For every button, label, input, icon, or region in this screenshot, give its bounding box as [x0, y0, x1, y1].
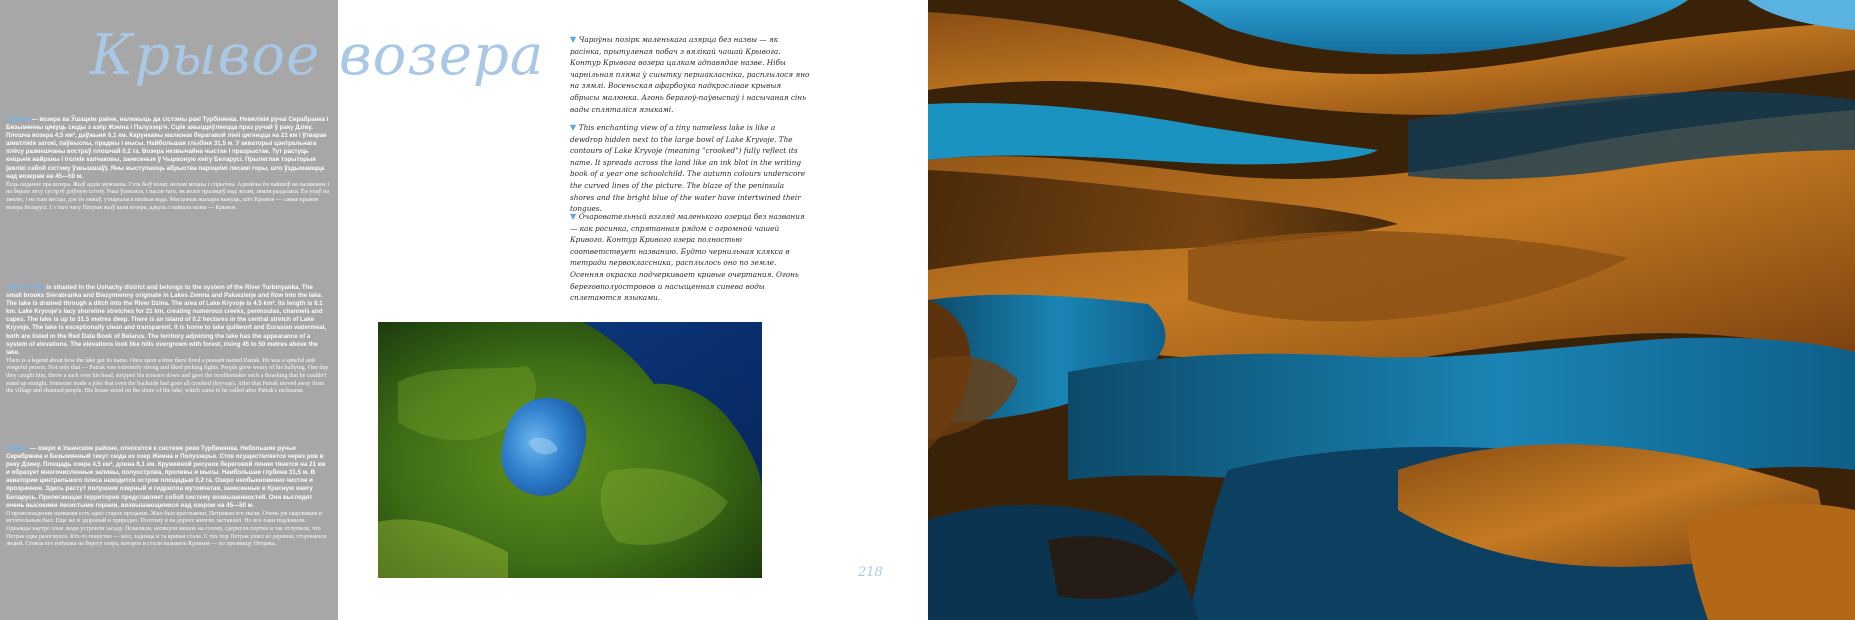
paragraph-text: — возера ва Ўшацкім раёне, належыць да сістэмы ракі Турбінянка. Невялікія ручаі Серабранка і Бязыменны цякуць сюды з азёр Жэмна і Палуэзер'е. Сцёк ажыццяўляецца праз ручай ў раку Дзіву. Плошча возера 4,5 км², даўжыня 6,1 км. Карункавы малюнак берагавой лініі цягнецца на 21 км і ўтварае шматлікія затокі, паўвыспы, прадмы і мысы. Найбольшая глыбіня 31,5 м. У акваторыі цэнтральнага плёсу размешчаны востраў плошчай 0,2 га. Возера незвычайна чыстае і празрыстае. Тут растуць кніцьнік вайраны і іголкік капчаковы, занесеныя ў Чырвоную кнігу Беларусі. Прылеглая тэрыторыя (вялікі сабой сістэму ўзвышшаў). Яны выступаюць абрыства парэцкімі лясамі горы, што ўздымаюцца над возерам на 45—50 м.: [6, 116, 329, 180]
triangle-marker-icon: ▼: [570, 35, 579, 44]
page-number: 218: [858, 565, 883, 580]
english-legend: There is a legend about how the lake got its name. Once upon a time there lived a peasant named Patrak. He was a spiteful and vengeful person. Not only that — Patrak was extremely strong and liked picking fights. People grew weary of his bullying. One day they caught him, threw a sack over his head, stripped his trousers down and gave the troublemaker such a thrashing that he couldn't stand up straight. Someone made a joke that even the backside had gone all crooked (kryvaje). After that Patrak moved away from the village and shunned people. His house stood on the shore of the lake, which came to be called after Patrak's nickname.: [6, 357, 329, 395]
left-text-column: [0, 0, 338, 620]
russian-paragraph: [6, 445, 330, 510]
russian-legend: О происхождении названия есть одно старое предание. Жил-был крестьянин, Петраком его звали. Очень уж сварливым и мстительным был. Еще же и здоровый и природно. Поэтому и на дороге многих заставлял. Но все-таки подловили. Однажды наутро злые люди устроили засаду. Повалили, натянули мешок на голову, сдернули портки и так отлупили, что Петрак едва разогнулся. Кто-то пошутил — мол, задница и та кривая стала. С тех пор Петрак ушел из деревни, сторонился людей. Стояла его избушка на берегу озера, которое и стали называть Кривым — по прозвищу Петрака.: [6, 510, 327, 548]
belarusian-legend: Ёсць паданне пра возера. Жыў адзін мужчына. Гэта быў волат, вельмі моцны і спрытны. Аднойчы ён пайшоў на паляванне і на беразе лесу сустрэў дзіўную істоту. Рака ўзнялася, і пасля таго, як волат праляцеў над лесам, зямля раздалася. Ён упаў на зямлю, і на тым месцы, дзе ён ляжаў, утварылася вялікая вада. Мясцовыя жыхары кажуць, што Крывое — самае крывое возера Беларусі. І з таго часу Патрык жыў каля возера, адкуль і пайшла назва — Крывое.: [6, 181, 330, 211]
belarusian-paragraph: [6, 116, 330, 181]
paragraph-text: — озеро в Ушачском районе, относится к системе реки Турбинянка. Небольшие ручьи Серебрянка и Безымянный текут сюда из озер Жемна и Полуэзерье. Сток осуществляется через ров в реку Дзину. Площадь озера 4,5 км², длина 6,1 км. Кружевной рисунок береговой линии тянется на 21 км и образует многочисленные заливы, полуострова, проливы и мысы. Наибольшая глубина 31,5 м. В акватории центрального плеса находится остров площадью 0,2 га. Озеро необыкновенно чистое и прозрачное. Здесь растут полушник озерный и гидрилла мутовчатая, занесенные в Красную книгу Беларусь. Прилегающая территория представляет собой систему возвышенностей. Они выглядят очень высокими лесистыми горами, возвышающимися над озером на 45—50 м.: [6, 445, 326, 509]
autumn-lake-aerial-photo: [928, 0, 1855, 620]
caption-text: Очаровательный взгляд маленького озерца без названия — как росинка, спрятанная рядом с огромной чашей Кривого. Контур Кривого озера полностью соответствует названию. Будто чернильная клякса в тетради первоклассника, расплылось оно по земле. Осенняя окраска подчеркивает кривые очертания. Огонь береговполуостровов и насыщенная синева воды сплетаются языками.: [570, 212, 805, 303]
lead-word: Крывое: [6, 116, 30, 123]
lead-word: Lake Kryvoje: [6, 284, 45, 291]
caption-text: Чароўны позірк маленькага азярца без назвы — як расінка, прытуленая побач з вялікай чашай Крывога. Контур Крывога возера цалкам адпавядае назве. Нібы чарнільная пляма ў сшытку першакласніка, расплылося яно на зямлі. Восеньская афарбоўка падкрэслівае крывыя абрысы малюнка. Агонь берагоў-паўвыспаў і насычаная сінь вады спляталіся языкамі.: [570, 35, 810, 114]
page-title: Крывое возера: [90, 23, 545, 88]
triangle-marker-icon: ▼: [570, 212, 579, 221]
english-text-block: [6, 284, 330, 397]
caption-text: This enchanting view of a tiny nameless lake is like a dewdrop hidden next to the large bowl of Lake Kryvoje. The contours of Lake Kryvoje (meaning "crooked") fully reflect its name. It spreads across the land like an ink blot in the writing book of a year one schoolchild. The autumn colours underscore the curved lines of the picture. The blaze of the peninsula shores and the bright blue of the water have intertwined their tongues.: [570, 123, 806, 214]
lead-word: Кривое: [6, 445, 29, 452]
caption-english: [570, 122, 810, 215]
triangle-marker-icon: ▼: [570, 123, 579, 132]
autumn-lake-illustration: [928, 0, 1855, 620]
forest-lake-illustration: [378, 322, 762, 578]
caption-russian: [570, 211, 810, 304]
forest-lake-photo: [378, 322, 762, 578]
russian-text-block: [6, 445, 330, 550]
english-paragraph: [6, 284, 330, 357]
caption-belarusian: [570, 34, 810, 115]
belarusian-text-block: [6, 116, 330, 213]
paragraph-text: is situated in the Ushachy district and belongs to the system of the River Turbinyanka. The small brooks Sierabranka and Biezymienny originate in Lakes Zemna and Paluezierje and flow into the lake. The lake is drained through a ditch into the River Dzina. The area of Lake Kryvoje is 4.5 km². Its length is 6.1 km. Lake Kryvoje's lacy shoreline stretches for 21 km, creating numerous creeks, peninsulas, channels and capes. The lake is up to 31.5 metres deep. There is an island of 0.2 hectares in the central stretch of Lake Kryvoje. The lake is exceptionally clean and transparent. It is home to lake quillwort and Eurasian watermeal, both are listed in the Red Data Book of Belarus. The territory adjoining the lake has the appearance of a system of elevations. The elevations look like hills overgrown with forest, rising 45 to 50 metres above the lake.: [6, 284, 327, 356]
